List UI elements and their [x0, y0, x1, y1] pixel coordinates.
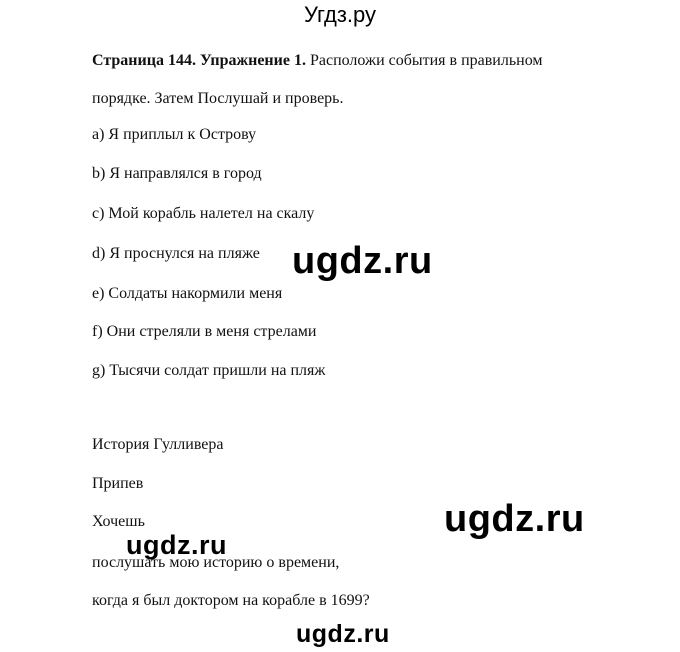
song-line-1: Хочешь	[92, 513, 145, 530]
song-line-2: послушать мою историю о времени,	[92, 554, 340, 571]
list-item-g: g) Тысячи солдат пришли на пляж	[92, 362, 326, 379]
song-title: История Гулливера	[92, 436, 224, 453]
task-instruction: Расположи события в правильном	[305, 52, 543, 69]
watermark: ugdz.ru	[126, 530, 227, 560]
site-title: Угдз.ру	[303, 2, 377, 27]
list-item-f: f) Они стреляли в меня стрелами	[92, 323, 317, 340]
watermark: ugdz.ru	[296, 620, 390, 648]
list-item-b: b) Я направлялся в город	[92, 165, 262, 182]
task-line-1	[92, 52, 543, 70]
list-item-c: c) Мой корабль налетел на скалу	[92, 205, 315, 222]
list-item-a: a) Я приплыл к Острову	[92, 126, 257, 143]
task-instruction-cont: порядке. Затем Послушай и проверь.	[92, 90, 344, 107]
watermark: ugdz.ru	[444, 498, 585, 540]
song-line-3: когда я был доктором на корабле в 1699?	[92, 592, 370, 609]
list-item-e: e) Солдаты накормили меня	[92, 285, 283, 302]
watermark: ugdz.ru	[292, 240, 433, 282]
list-item-d: d) Я проснулся на пляже	[92, 245, 260, 262]
task-reference: Страница 144. Упражнение 1.	[92, 52, 306, 69]
song-chorus-label: Припев	[92, 475, 144, 492]
